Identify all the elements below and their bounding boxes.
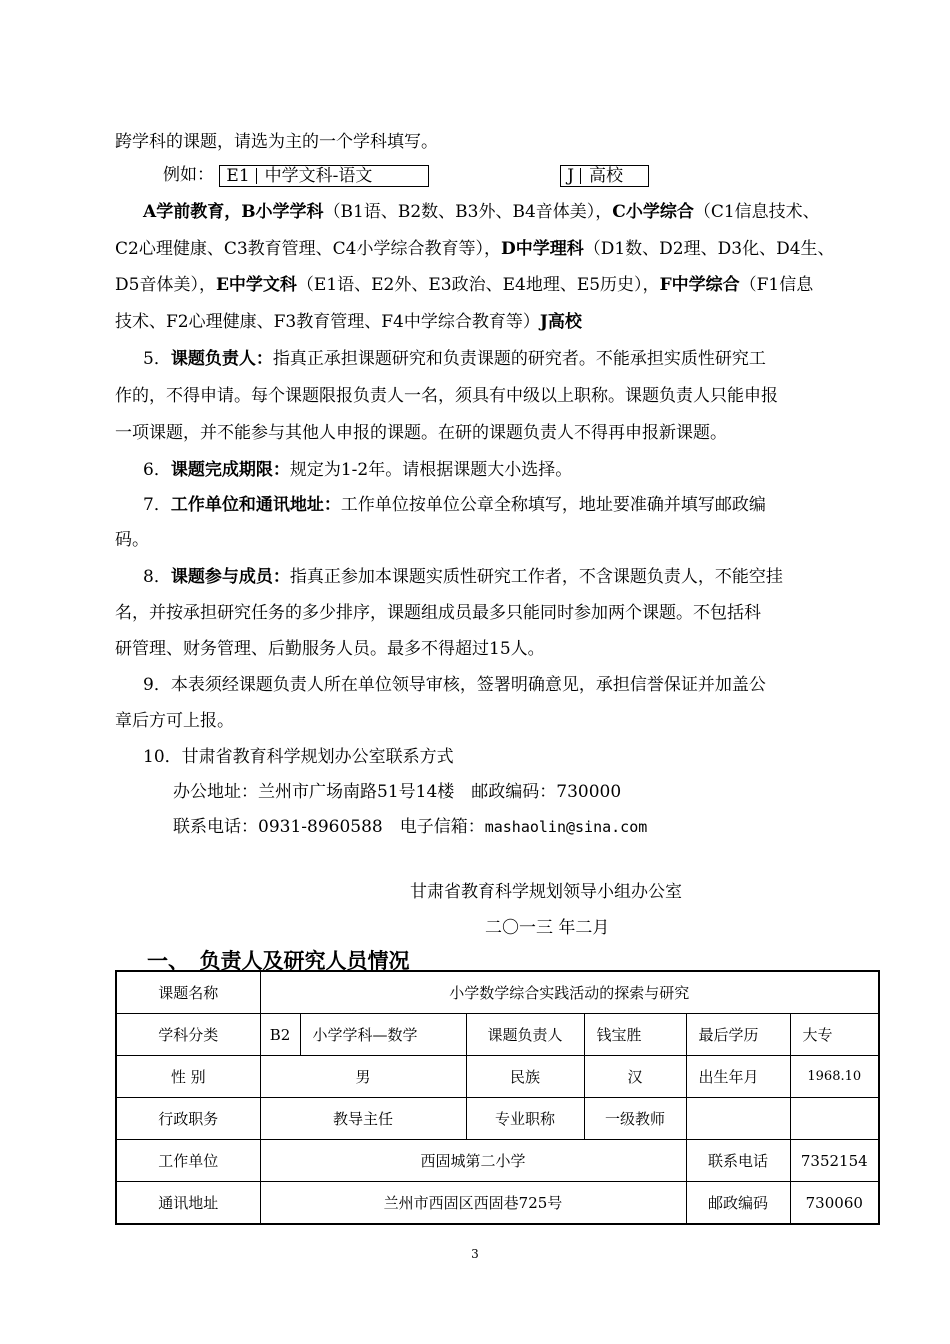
category-line-1: A学前教育，B小学学科（B1语、B2数、B3外、B4音体美），C小学综合（C1信息技术、 <box>143 202 820 222</box>
page-number: 3 <box>471 1247 479 1261</box>
gender-label: 性 别 <box>116 1056 260 1098</box>
note-8-line-2: 名，并按承担研究任务的多少排序，课题组成员最多只能同时参加两个课题。不包括科 <box>115 603 761 623</box>
subject-name: 小学学科—数学 <box>300 1014 466 1056</box>
subject-label: 学科分类 <box>116 1014 260 1056</box>
office-address: 办公地址：兰州市广场南路51号14楼 邮政编码：730000 <box>173 782 622 802</box>
title-value: 一级教师 <box>584 1098 686 1140</box>
category-line-4: 技术、F2心理健康、F3教育管理、F4中学综合教育等）J高校 <box>115 312 582 332</box>
office-contact: 联系电话：0931-8960588 电子信箱：mashaolin@sina.com <box>173 817 648 837</box>
empty-cell <box>790 1098 879 1140</box>
leader-info-table <box>115 970 880 1225</box>
note-9-line-1: 9．本表须经课题负责人所在单位领导审核，签署明确意见，承担信誉保证并加盖公 <box>143 675 766 695</box>
table-row <box>116 1056 879 1098</box>
note-9-line-2: 章后方可上报。 <box>115 711 234 731</box>
zip-value: 730060 <box>790 1182 879 1225</box>
note-8-line-3: 研管理、财务管理、后勤服务人员。最多不得超过15人。 <box>115 639 545 659</box>
edu-value: 大专 <box>790 1014 879 1056</box>
zip-label: 邮政编码 <box>686 1182 790 1225</box>
example-box-2: J 高校 <box>560 165 649 187</box>
example-row <box>163 160 888 187</box>
category-line-3: D5音体美），E中学文科（E1语、E2外、E3政治、E4地理、E5历史），F中学综合（F1信息 <box>115 275 814 295</box>
addr-value: 兰州市西固区西固巷725号 <box>260 1182 686 1225</box>
note-6: 6．课题完成期限：规定为1-2年。请根据课题大小选择。 <box>143 460 573 480</box>
subject-code: B2 <box>260 1014 300 1056</box>
topic-label: 课题名称 <box>116 971 260 1014</box>
table-row <box>116 1140 879 1182</box>
section-title: 一、 负责人及研究人员情况 <box>147 948 410 973</box>
unit-label: 工作单位 <box>116 1140 260 1182</box>
note-10: 10．甘肃省教育科学规划办公室联系方式 <box>143 747 454 767</box>
note-7-line-1: 7．工作单位和通讯地址：工作单位按单位公章全称填写，地址要准确并填写邮政编 <box>143 495 766 515</box>
admin-value: 教导主任 <box>260 1098 466 1140</box>
table-row <box>116 1014 879 1056</box>
addr-label: 通讯地址 <box>116 1182 260 1225</box>
phone-label: 联系电话 <box>686 1140 790 1182</box>
ethnic-label: 民族 <box>466 1056 584 1098</box>
admin-label: 行政职务 <box>116 1098 260 1140</box>
example-label: 例如： <box>163 165 214 185</box>
title-label: 专业职称 <box>466 1098 584 1140</box>
signature-org: 甘肃省教育科学规划领导小组办公室 <box>410 882 682 902</box>
note-5-line-1: 5．课题负责人：指真正承担课题研究和负责课题的研究者。不能承担实质性研究工 <box>143 349 766 369</box>
birth-value: 1968.10 <box>790 1056 879 1098</box>
signature-date: 二〇一三 年二月 <box>485 918 610 938</box>
note-5-line-3: 一项课题，并不能参与其他人申报的课题。在研的课题负责人不得再申报新课题。 <box>115 423 727 443</box>
note-5-line-2: 作的，不得申请。每个课题限报负责人一名，须具有中级以上职称。课题负责人只能申报 <box>115 386 778 406</box>
note-cross-subject: 跨学科的课题，请选为主的一个学科填写。 <box>115 132 438 152</box>
note-8-line-1: 8．课题参与成员：指真正参加本课题实质性研究工作者，不含课题负责人，不能空挂 <box>143 567 783 587</box>
ethnic-value: 汉 <box>584 1056 686 1098</box>
birth-label: 出生年月 <box>686 1056 790 1098</box>
phone-value: 7352154 <box>790 1140 879 1182</box>
leader-value: 钱宝胜 <box>584 1014 686 1056</box>
category-line-2: C2心理健康、C3教育管理、C4小学综合教育等），D中学理科（D1数、D2理、D3化、D4生、 <box>115 239 835 259</box>
unit-value: 西固城第二小学 <box>260 1140 686 1182</box>
empty-cell <box>686 1098 790 1140</box>
topic-value: 小学数学综合实践活动的探索与研究 <box>260 971 879 1014</box>
table-row <box>116 1182 879 1225</box>
note-7-line-2: 码。 <box>115 530 149 550</box>
table-row <box>116 1098 879 1140</box>
email-link[interactable]: mashaolin@sina.com <box>484 818 648 836</box>
edu-label: 最后学历 <box>686 1014 790 1056</box>
example-box-1: E1 中学文科-语文 <box>219 165 429 187</box>
leader-label: 课题负责人 <box>466 1014 584 1056</box>
gender-value: 男 <box>260 1056 466 1098</box>
table-row <box>116 971 879 1014</box>
